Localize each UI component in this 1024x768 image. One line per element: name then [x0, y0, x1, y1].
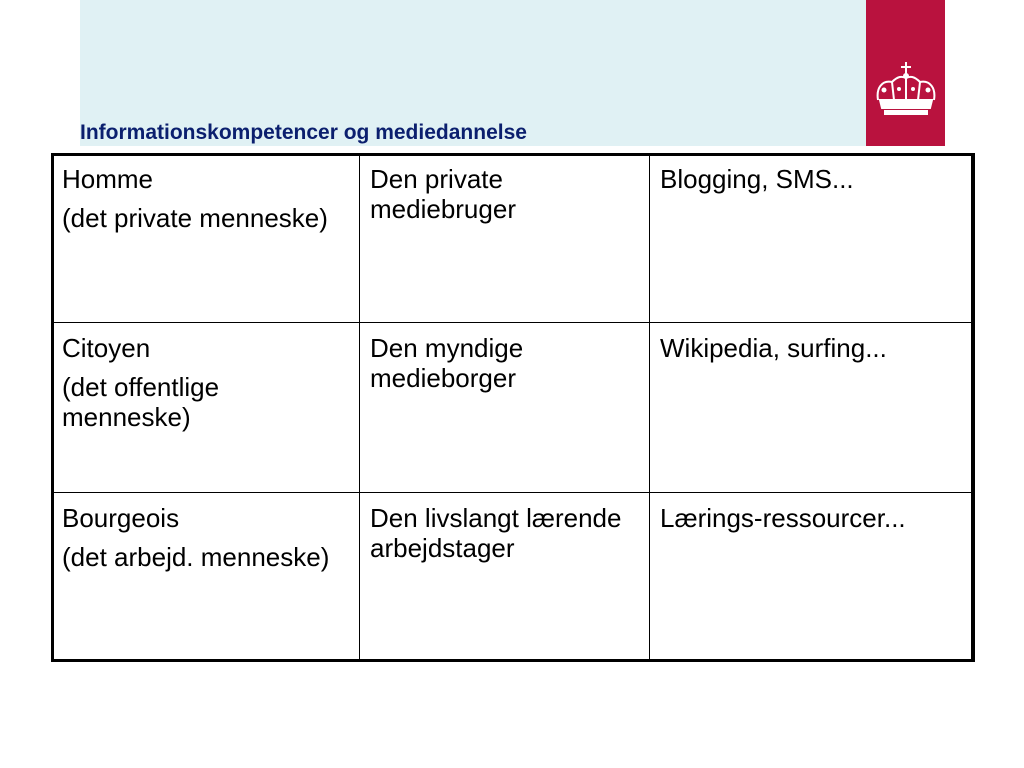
page-title: Informationskompetencer og mediedannelse	[80, 121, 527, 144]
cell-sub-text: (det private menneske)	[62, 203, 328, 233]
table-cell	[650, 154, 975, 323]
table-cell	[650, 492, 975, 661]
table-cell	[360, 154, 650, 323]
cell-main-text: Homme	[62, 164, 154, 194]
cell-text: Den myndige medieborger	[370, 333, 524, 394]
table-row	[52, 492, 975, 661]
table-row	[52, 154, 975, 323]
cell-text: Wikipedia, surfing...	[660, 333, 887, 364]
table-cell	[52, 492, 360, 661]
cell-text: Den livslangt lærende arbejdstager	[370, 502, 622, 563]
content-table	[51, 153, 975, 662]
cell-text: Lærings-ressourcer...	[660, 502, 906, 533]
cell-text: Blogging, SMS...	[660, 164, 854, 194]
table-cell	[52, 154, 360, 323]
cell-sub-text: (det offentlige menneske)	[62, 372, 220, 433]
table-row	[52, 323, 975, 492]
cell-text: Den private mediebruger	[370, 164, 516, 224]
table-cell	[360, 492, 650, 661]
table-cell	[52, 323, 360, 492]
cell-main-text: Citoyen	[62, 333, 151, 364]
crown-icon	[872, 60, 940, 120]
table-cell	[360, 323, 650, 492]
table-cell	[650, 323, 975, 492]
logo-box	[866, 0, 945, 146]
cell-main-text: Bourgeois	[62, 502, 180, 533]
cell-sub-text: (det arbejd. menneske)	[62, 541, 330, 572]
